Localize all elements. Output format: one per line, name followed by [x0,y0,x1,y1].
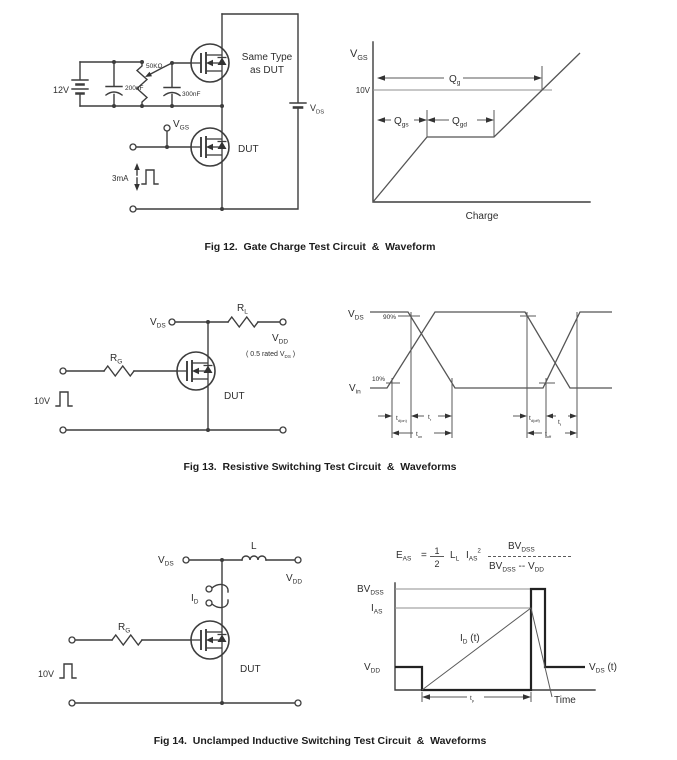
pulse-10v-label: 10V [34,396,51,406]
cap-200nf-label: 200nF [125,85,144,92]
fig12-wires [72,14,306,209]
vds-waveform-label: $V_{DS}$ [348,309,364,322]
id-probe-terminal-top [206,586,212,592]
vds-node-label: $V_{DS}$ [150,317,166,330]
p90-label: 90% [382,314,396,321]
qgd-label: $Q_{gd}$ [452,116,468,129]
gate-input-terminal [130,144,136,150]
source-terminal [130,206,136,212]
fig13-wires [56,317,280,430]
vin-trace [370,312,612,388]
fig14-inductive-circuit [38,541,302,706]
td-on-label: $t_{d(on)}$ [396,415,407,423]
mosfet-dut-symbol [191,128,229,166]
vds-trace [395,589,585,690]
axes [395,583,595,690]
mosfet-dut-symbol [177,352,215,390]
vin-waveform-label: $V_{in}$ [349,383,361,396]
half-denominator: 2 [434,559,440,569]
vds-terminal [169,319,175,325]
ton-label: $t_{on}$ [416,431,423,439]
charge-ticks [427,66,542,137]
pot-50k-label: 50KΩ [146,63,163,70]
fig13-switching-waveforms [348,309,612,439]
inductor-label: L [251,541,257,552]
tr-label: $t_r$ [428,414,432,422]
qgs-label: $Q_{gs}$ [394,116,409,129]
vdd-label: $V_{DD}$ [272,333,289,346]
half-numerator: 1 [434,546,440,556]
rg-label: $R_G$ [118,622,131,635]
vdd-terminal [280,319,286,325]
fig12-caption: Fig 12. Gate Charge Test Circuit & Waveform [204,241,436,253]
ground-terminal-right [280,427,286,433]
vds-terminal [183,557,189,563]
charge-axis-label: Charge [465,211,499,222]
tp-dimension [422,694,531,699]
pulse-10v-label: 10V [38,669,55,679]
vgs-label: $V_{GS}$ [173,119,190,132]
bvdss-numerator: $BV_{DSS}$ [508,541,535,554]
gate-current-label: 3mA [112,174,129,183]
id-t-label: $I_D$ (t) [460,633,480,646]
tp-label: $t_p$ [470,695,474,703]
same-type-label-line1: Same Type [241,52,293,63]
vgs-axis-label: $V_{GS}$ [350,48,368,62]
ground-terminal-right [295,700,301,706]
time-axis-label: Time [554,695,576,706]
tf-label: $t_f$ [558,419,561,427]
fig13-resistive-circuit [34,303,295,433]
ground-terminal-left [60,427,66,433]
id-ramp-trace [422,608,552,697]
vdd-axis-label: $V_{DD}$ [364,662,381,675]
mosfet-same-type-symbol [191,44,229,82]
dut-label: DUT [238,144,259,155]
turn-on-dimensions [378,414,452,436]
fig12-gate-charge-circuit [53,14,324,212]
rg-label: $R_G$ [110,353,123,366]
eas-term: $E_{AS}$ [396,550,412,563]
fig14-wires [60,556,295,703]
fig13-caption: Fig 13. Resistive Switching Test Circuit & Waveforms [183,461,457,473]
vds-t-label: $V_{DS}$ (t) [589,662,617,675]
gate-input-terminal [69,637,75,643]
bvdss-axis-label: $BV_{DSS}$ [357,584,384,597]
td-off-label: $t_{d(off)}$ [529,415,540,423]
mosfet-dut-symbol [191,621,229,659]
ias-axis-label: $I_{AS}$ [371,603,383,616]
ll-term: $L_L$ [450,550,460,563]
p10-label: 10% [371,376,385,383]
vdd-note-label: ( 0.5 rated $V_{DS}$ ) [246,351,296,359]
bvdss-vdd-denominator: $BV_{DSS} -- V_{DD}$ [489,561,544,574]
cap-300nf-label: 300nF [182,91,201,98]
current-arrow-up [134,163,140,170]
dut-label: DUT [224,391,245,402]
id-probe-label: $I_D$ [191,593,199,606]
equals-sign: = [421,550,427,561]
vds-node-label: $V_{DS}$ [158,555,174,568]
level-reflines [395,589,531,608]
vgs-terminal [164,125,170,131]
dut-label: DUT [240,664,261,675]
supply-12v-label: 12V [52,85,69,95]
same-type-label-line2: as DUT [250,65,284,76]
ground-terminal-left [69,700,75,706]
current-arrow-down [134,184,140,191]
vds-supply-label: $V_{DS}$ [310,103,325,116]
eas-formula [396,541,572,574]
fig14-uis-waveform [357,541,617,706]
qg-label: $Q_g$ [449,74,461,87]
ias-squared-term: $I_{AS}^2$ [466,548,481,563]
rl-label: $R_L$ [237,303,248,316]
toff-label: $t_{off}$ [545,431,552,439]
id-probe-terminal-bottom [206,600,212,606]
vdd-label: $V_{DD}$ [286,573,303,586]
vds-trace [370,312,612,388]
vdd-terminal [295,557,301,563]
gate-input-terminal [60,368,66,374]
fig14-caption: Fig 14. Unclamped Inductive Switching Test Circuit & Waveforms [153,735,487,747]
ten-volt-label: 10V [355,86,370,95]
fig12-gate-charge-waveform [350,42,590,222]
